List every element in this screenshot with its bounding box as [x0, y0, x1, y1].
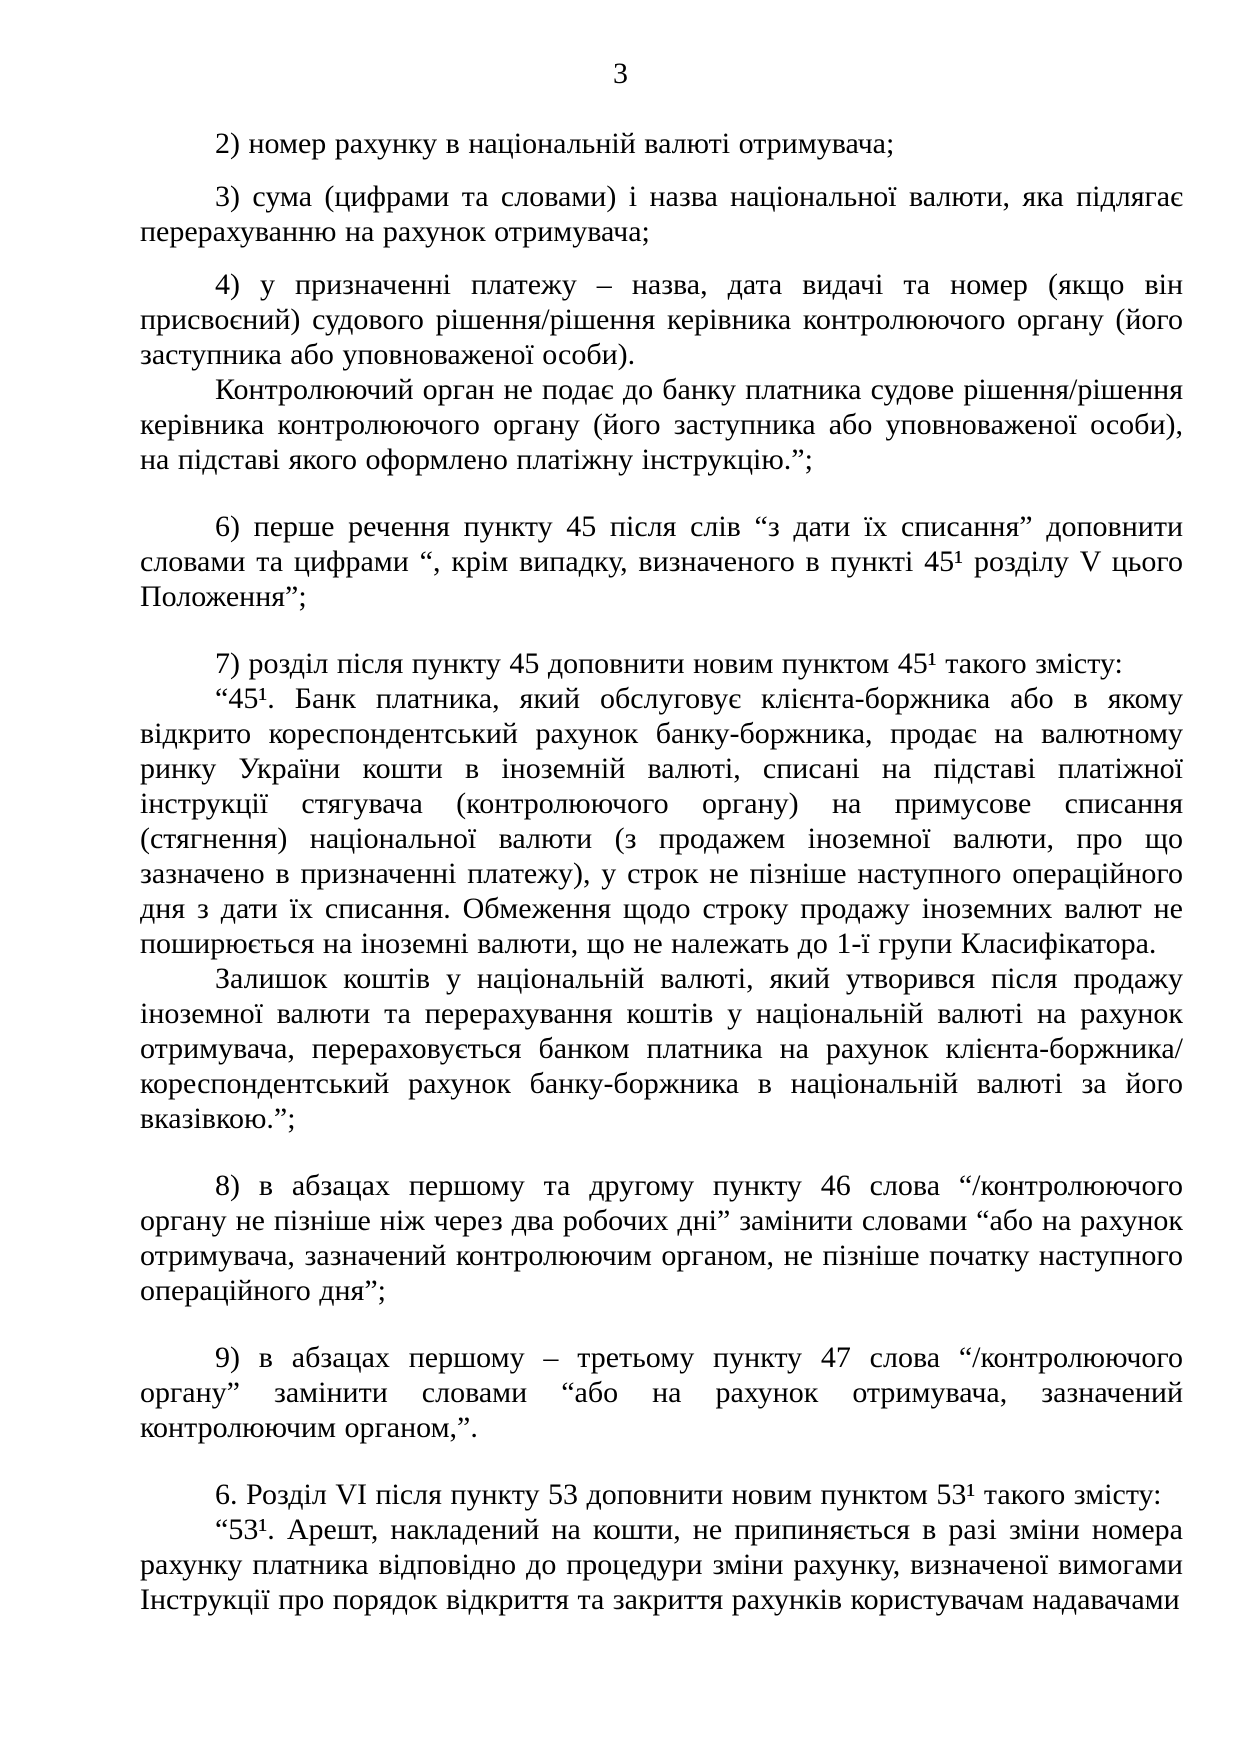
paragraph-subpoint-4: 4) у призначенні платежу – назва, дата видачі та номер (якщо він присвоєний) судового рішення/рішення керівника контролюючого органу (його заступника або уповноваженої особи). — [140, 268, 1183, 371]
paragraph-point-53-1: “53¹. Арешт, накладений на кошти, не припиняється в разі зміни номера рахунку платника відповідно до процедури зміни рахунку, визначеної вимогами Інструкції про порядок відкриття та закриття рахунків користувачам надавачами — [140, 1513, 1183, 1616]
paragraph-point-45-1: “45¹. Банк платника, який обслуговує клієнта-боржника або в якому відкрито кореспондентський рахунок банку-боржника, продає на валютному ринку України кошти в іноземній валюті, списані на підставі платіжної інструкції стягувача (контролюючого органу) на примусове списання (стягнення) національної валюти (з продажем іноземної валюти, про що зазначено в призначенні платежу), у строк не пізніше наступного операційного дня з дати їх списання. Обмеження щодо строку продажу іноземних валют не поширюється на іноземні валюти, що не належать до 1-ї групи Класифікатора. — [140, 682, 1183, 960]
page-number: 3 — [613, 57, 628, 90]
paragraph-subpoint-9: 9) в абзацах першому – третьому пункту 47 слова “/контролюючого органу” замінити словами “або на рахунок отримувача, зазначений контролюючим органом,”. — [140, 1341, 1183, 1444]
paragraph-subpoint-6: 6) перше речення пункту 45 після слів “з дати їх списання” доповнити словами та цифрами “, крім випадку, визначеного в пункті 45¹ розділу V цього Положення”; — [140, 510, 1183, 613]
paragraph-subpoint-2: 2) номер рахунку в національній валюті отримувача; — [215, 127, 895, 160]
paragraph-point-6-section-vi: 6. Розділ VI після пункту 53 доповнити новим пунктом 53¹ такого змісту: — [215, 1478, 1162, 1511]
paragraph-controlling-body-note: Контролюючий орган не подає до банку платника судове рішення/рішення керівника контролюючого органу (його заступника або уповноваженої особи), на підставі якого оформлено платіжну інструкцію.”; — [140, 373, 1183, 476]
paragraph-subpoint-7: 7) розділ після пункту 45 доповнити новим пунктом 45¹ такого змісту: — [215, 647, 1123, 680]
paragraph-subpoint-3: 3) сума (цифрами та словами) і назва національної валюти, яка підлягає перерахуванню на рахунок отримувача; — [140, 180, 1183, 248]
paragraph-point-45-1-continuation: Залишок коштів у національній валюті, який утворився після продажу іноземної валюти та перерахування коштів у національній валюті на рахунок отримувача, перераховується банком платника на рахунок клієнта-боржника/кореспондентський рахунок банку-боржника в національній валюті за його вказівкою.”; — [140, 962, 1183, 1135]
paragraph-subpoint-8: 8) в абзацах першому та другому пункту 46 слова “/контролюючого органу не пізніше ніж через два робочих дні” замінити словами “або на рахунок отримувача, зазначений контролюючим органом, не пізніше початку наступного операційного дня”; — [140, 1169, 1183, 1307]
